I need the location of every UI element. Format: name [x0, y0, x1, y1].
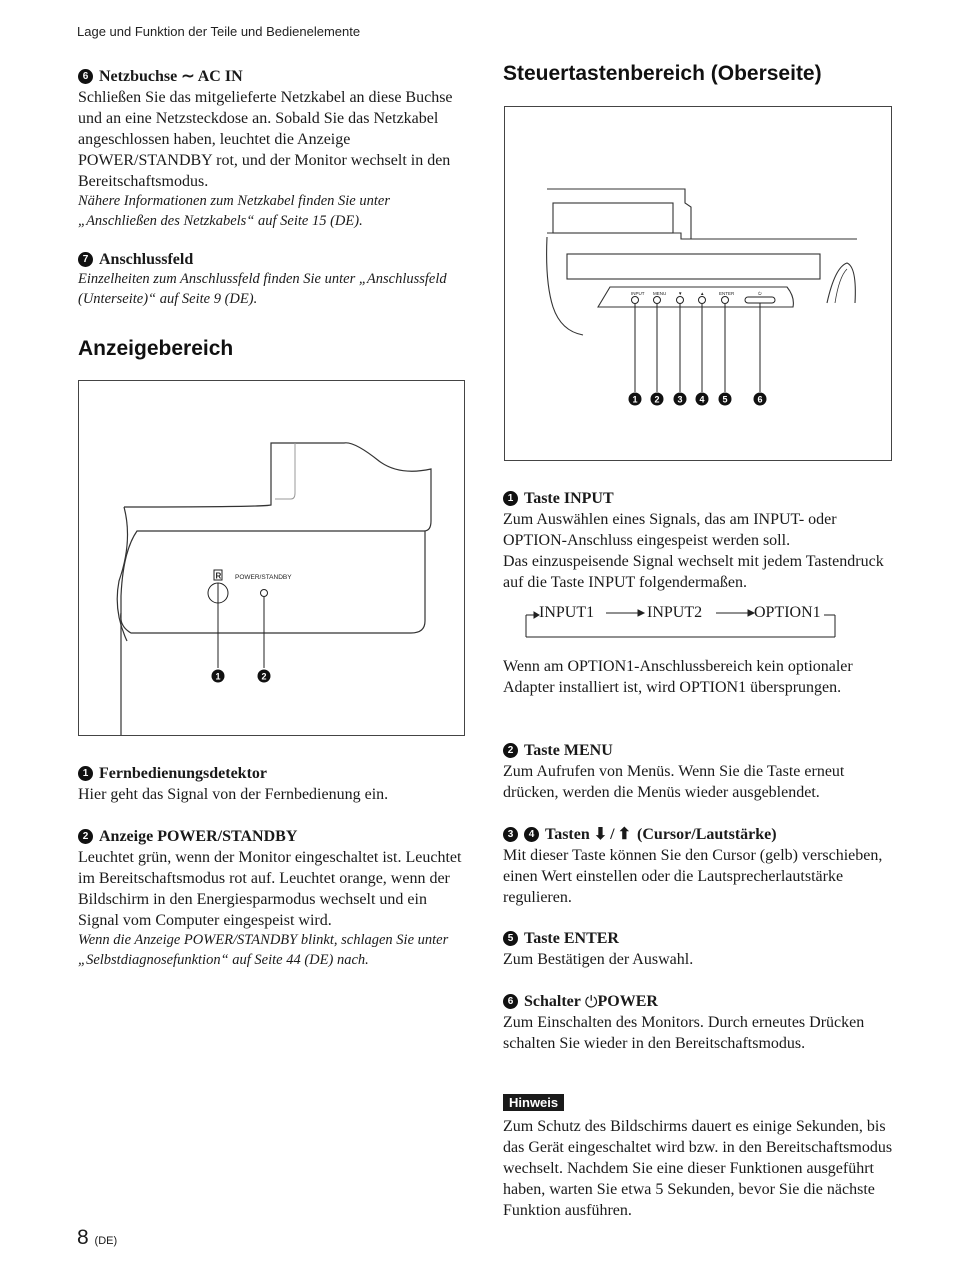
- item-body: Hier geht das Signal von der Fernbedienung ein.: [78, 786, 389, 803]
- item-body: Zum Auswählen eines Signals, das am INPUT- oder OPTION-Anschluss eingespeist werden soll.: [503, 511, 837, 549]
- item-body: Das einzuspeisende Signal wechselt mit jedem Tastendruck auf die Taste INPUT folgendermaßen.: [503, 553, 884, 591]
- item-title-post: POWER: [597, 993, 658, 1010]
- power-button: [745, 297, 775, 303]
- svg-text:3: 3: [677, 394, 683, 405]
- monitor-top-illustration: [505, 107, 891, 460]
- item-heading: [78, 763, 468, 784]
- left-item-2: [78, 826, 468, 970]
- item-heading: [503, 740, 893, 761]
- page-number-suffix: (DE): [94, 1235, 118, 1247]
- callout-3-icon: [674, 393, 687, 406]
- section-title-anzeigebereich: Anzeigebereich: [78, 337, 234, 360]
- item-title: Netzbuchse ∼ AC IN: [99, 68, 243, 85]
- callout-5-icon: [719, 393, 732, 406]
- callout-6-icon: 6: [78, 69, 93, 84]
- item-title-pre: Tasten: [545, 826, 590, 843]
- page-number-value: 8: [77, 1226, 89, 1249]
- item-body-option-note: Wenn am OPTION1-Anschlussbereich kein optionaler Adapter installiert ist, wird OPTION1 übersprungen.: [503, 658, 853, 696]
- input-cycle-diagram: [524, 602, 840, 640]
- item-note: Wenn die Anzeige POWER/STANDBY blinkt, schlagen Sie unter „Selbstdiagnosefunktion“ auf Seite 44 (DE) nach.: [78, 932, 449, 968]
- arrow-up-icon: ⬆: [617, 826, 632, 843]
- power-led: [261, 590, 268, 597]
- button-label-power: ⏻: [758, 291, 762, 296]
- item-title: Taste ENTER: [524, 930, 619, 947]
- menu-button: [654, 297, 661, 304]
- monitor-front-illustration: [79, 381, 464, 735]
- callout-2-icon: [258, 670, 271, 683]
- left-item-7: [78, 249, 468, 309]
- right-item-2: [503, 740, 893, 803]
- power-standby-label: POWER/STANDBY: [235, 574, 292, 581]
- callout-6-icon: [754, 393, 767, 406]
- item-title: Taste MENU: [524, 742, 613, 759]
- item-heading: [503, 488, 893, 509]
- flow-item-input1: INPUT1: [539, 604, 595, 621]
- callout-5-icon: 5: [503, 931, 518, 946]
- running-head: Lage und Funktion der Teile und Bedienelemente: [77, 24, 361, 39]
- svg-text:5: 5: [722, 394, 728, 405]
- callout-1-icon: [629, 393, 642, 406]
- section-title-steuertasten: Steuertastenbereich (Oberseite): [503, 62, 822, 85]
- item-heading: [78, 66, 468, 87]
- callout-2-icon: [651, 393, 664, 406]
- callout-1-icon: [212, 670, 225, 683]
- title-slash: /: [610, 826, 615, 843]
- down-button: [677, 297, 684, 304]
- right-item-6: [503, 991, 893, 1054]
- hinweis-label: Hinweis: [503, 1094, 564, 1111]
- up-button: [699, 297, 706, 304]
- callout-7-icon: 7: [78, 252, 93, 267]
- item-note: Nähere Informationen zum Netzkabel finden Sie unter „Anschließen des Netzkabels“ auf Seite 15 (DE).: [78, 193, 390, 229]
- item-title: Taste INPUT: [524, 490, 614, 507]
- right-item-1: [503, 488, 893, 593]
- button-label-down: ▼: [678, 291, 683, 296]
- svg-text:4: 4: [699, 394, 705, 405]
- item-body: Zum Bestätigen der Auswahl.: [503, 951, 694, 968]
- flow-item-option1: OPTION1: [754, 604, 821, 621]
- right-item-3-4: [503, 824, 893, 908]
- callout-3-icon: 3: [503, 827, 518, 842]
- callout-4-icon: 4: [524, 827, 539, 842]
- callout-2-icon: 2: [78, 829, 93, 844]
- callout-6-icon: 6: [503, 994, 518, 1009]
- button-label-up: ▲: [700, 291, 705, 296]
- svg-text:2: 2: [261, 671, 267, 682]
- item-title-pre: Schalter: [524, 993, 581, 1010]
- button-label-input: INPUT: [631, 291, 645, 296]
- item-body: Zum Aufrufen von Menüs. Wenn Sie die Taste erneut drücken, werden die Menüs wieder ausgeblendet.: [503, 763, 845, 801]
- item-title: Fernbedienungsdetektor: [99, 765, 267, 782]
- right-item-5: [503, 928, 893, 970]
- power-icon: ⏻: [584, 992, 598, 1011]
- flow-item-input2: INPUT2: [647, 604, 703, 621]
- callout-1-icon: 1: [503, 491, 518, 506]
- left-item-6: [78, 66, 468, 231]
- callout-4-icon: [696, 393, 709, 406]
- item-heading: [503, 824, 893, 845]
- item-title: Anschlussfeld: [99, 251, 194, 268]
- item-body: Zum Einschalten des Monitors. Durch erneutes Drücken schalten Sie wieder in den Bereitschaftsmodus.: [503, 1014, 865, 1052]
- item-heading: [503, 991, 893, 1012]
- enter-button: [722, 297, 729, 304]
- svg-text:1: 1: [632, 394, 638, 405]
- hinweis-badge: [503, 1094, 564, 1112]
- hinweis-body: Zum Schutz des Bildschirms dauert es einige Sekunden, bis das Gerät eingeschaltet wird bzw. in den Bereitschaftsmodus wechselt. Nachdem Sie eine dieser Funktionen ausgeführt haben, warten Sie etwa 5 Sekunden, bevor Sie die nächste Funktion ausführen.: [503, 1118, 893, 1219]
- arrow-down-icon: ⬇: [593, 826, 608, 843]
- item-heading: [78, 826, 468, 847]
- button-label-menu: MENU: [653, 291, 667, 296]
- left-item-1: [78, 763, 468, 805]
- button-label-enter: ENTER: [719, 291, 735, 296]
- svg-text:1: 1: [215, 671, 221, 682]
- item-heading: [503, 928, 893, 949]
- item-title-post: (Cursor/Lautstärke): [637, 826, 777, 843]
- item-note: Einzelheiten zum Anschlussfeld finden Sie unter „Anschlussfeld (Unterseite)“ auf Seite 9 (DE).: [78, 271, 447, 307]
- item-body: Mit dieser Taste können Sie den Cursor (gelb) verschieben, einen Wert einstellen oder die Lautsprecherlautstärke regulieren.: [503, 847, 883, 906]
- sensor-symbol: R: [215, 571, 222, 581]
- figure-indicator-area: [78, 380, 465, 736]
- svg-text:2: 2: [654, 394, 660, 405]
- input-button: [632, 297, 639, 304]
- item-title: Anzeige POWER/STANDBY: [99, 828, 298, 845]
- item-heading: [78, 249, 468, 270]
- item-body: Schließen Sie das mitgelieferte Netzkabel an diese Buchse und an eine Netzsteckdose an. Sobald Sie das Netzkabel angeschlossen haben, leuchtet die Anzeige POWER/STANDBY rot, und der Monitor wechselt in den Bereitschaftsmodus.: [78, 89, 453, 190]
- svg-text:6: 6: [757, 394, 763, 405]
- callout-1-icon: 1: [78, 766, 93, 781]
- figure-control-buttons: [504, 106, 892, 461]
- page-number: [77, 1226, 117, 1250]
- callout-2-icon: 2: [503, 743, 518, 758]
- item-body: Leuchtet grün, wenn der Monitor eingeschaltet ist. Leuchtet im Bereitschaftsmodus rot auf. Leuchtet orange, wenn der Bildschirm in den Energiesparmodus wechselt und ein Signal vom Computer eingespeist wird.: [78, 849, 462, 929]
